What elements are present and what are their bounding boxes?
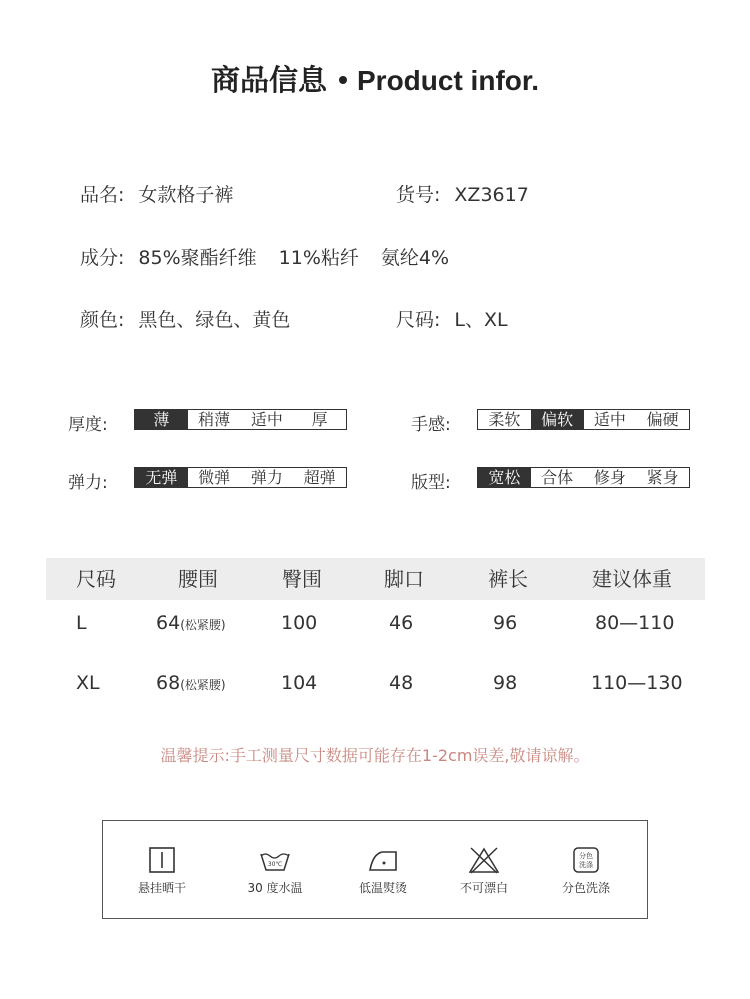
info-color-value: 黑色、绿色、黄色 [138, 309, 291, 331]
info-composition-value-1: 85%聚酯纤维 [138, 247, 257, 269]
info-color-label: 颜色: [80, 309, 125, 331]
fit-option-slim: 修身 [593, 468, 626, 487]
info-sku-value: XZ3617 [454, 184, 529, 206]
care-label: 分色洗涤 [561, 881, 610, 895]
feel-option-fairly-hard: 偏硬 [646, 410, 679, 429]
feel-option-fairly-soft: 偏软 [531, 410, 584, 429]
care-label: 低温熨烫 [358, 881, 407, 895]
care-instructions [102, 820, 648, 919]
care-item-wash-30 [230, 845, 320, 896]
header-waist: 腰围 [178, 567, 218, 591]
feel-label: 手感: [411, 415, 451, 435]
wash-30-icon [258, 845, 292, 875]
separate-badge-line1: 分色 [579, 852, 593, 860]
header-hip: 臀围 [282, 567, 322, 591]
care-item-hang-dry [117, 845, 207, 896]
info-size [396, 305, 508, 332]
elasticity-option-slight: 微弹 [198, 468, 231, 487]
fit-label: 版型: [411, 473, 451, 493]
elasticity-option-super: 超弹 [303, 468, 336, 487]
row-hem: 48 [389, 672, 414, 694]
separate-badge-line2: 洗涤 [579, 861, 593, 869]
care-item-iron-low [338, 845, 428, 896]
row-hip: 104 [281, 672, 318, 694]
care-item-no-bleach [439, 845, 529, 896]
fit-option-regular: 合体 [541, 468, 574, 487]
thickness-options [134, 409, 347, 430]
elasticity-options [134, 467, 347, 488]
fit-option-loose: 宽松 [478, 468, 531, 487]
info-composition-label: 成分: [80, 247, 125, 269]
care-item-separate-wash [541, 845, 631, 896]
elasticity-option-elastic: 弹力 [250, 468, 283, 487]
size-table-header [46, 558, 705, 600]
row-size: XL [76, 672, 100, 694]
row-waist-note: (松紧腰) [180, 618, 226, 632]
fit-option-tight: 紧身 [646, 468, 679, 487]
title-en: Product infor. [357, 65, 539, 96]
row-waist-value: 68 [156, 672, 181, 694]
row-waist [156, 612, 226, 634]
thickness-option-thin: 薄 [135, 410, 188, 429]
separate-wash-icon [571, 845, 601, 875]
care-label: 30 度水温 [247, 881, 303, 895]
info-name-label: 品名: [80, 184, 125, 206]
thickness-option-thick: 厚 [311, 410, 328, 429]
hang-dry-icon [147, 845, 177, 875]
info-sku [396, 180, 529, 207]
info-size-value: L、XL [454, 309, 508, 331]
header-size: 尺码 [76, 567, 116, 591]
page-title [0, 58, 750, 99]
measurement-tip: 温馨提示:手工测量尺寸数据可能存在1-2cm误差,敬请谅解。 [160, 746, 590, 765]
header-hem: 脚口 [384, 567, 424, 591]
info-composition-value-2: 11%粘纤 [278, 247, 359, 269]
info-color [80, 305, 290, 332]
thickness-option-medium: 适中 [250, 410, 283, 429]
care-label: 悬挂晒干 [137, 881, 186, 895]
info-size-label: 尺码: [396, 309, 441, 331]
title-separator-dot [339, 76, 347, 84]
elasticity-label: 弹力: [68, 473, 108, 493]
info-sku-label: 货号: [396, 184, 441, 206]
row-waist [156, 672, 226, 694]
row-hem: 46 [389, 612, 414, 634]
elasticity-option-none: 无弹 [135, 468, 188, 487]
row-waist-note: (松紧腰) [180, 678, 226, 692]
no-bleach-icon [467, 845, 501, 875]
header-length: 裤长 [488, 567, 528, 591]
feel-option-soft: 柔软 [488, 410, 521, 429]
thickness-label: 厚度: [68, 415, 108, 435]
row-weight: 80—110 [595, 612, 675, 634]
fit-options [477, 467, 690, 488]
info-composition [80, 243, 449, 270]
info-name [80, 180, 233, 207]
row-weight: 110—130 [591, 672, 683, 694]
wash-temp-badge: 30℃ [267, 861, 283, 868]
header-weight: 建议体重 [592, 567, 672, 591]
feel-options [477, 409, 690, 430]
iron-low-icon [366, 845, 400, 875]
care-label: 不可漂白 [459, 881, 508, 895]
feel-option-medium: 适中 [593, 410, 626, 429]
row-hip: 100 [281, 612, 318, 634]
row-waist-value: 64 [156, 612, 181, 634]
row-length: 98 [493, 672, 518, 694]
thickness-option-slightly-thin: 稍薄 [198, 410, 231, 429]
row-length: 96 [493, 612, 518, 634]
row-size: L [76, 612, 87, 634]
title-cn: 商品信息 [210, 63, 327, 97]
info-name-value: 女款格子裤 [138, 184, 234, 206]
info-composition-value-3: 氨纶4% [380, 247, 450, 269]
